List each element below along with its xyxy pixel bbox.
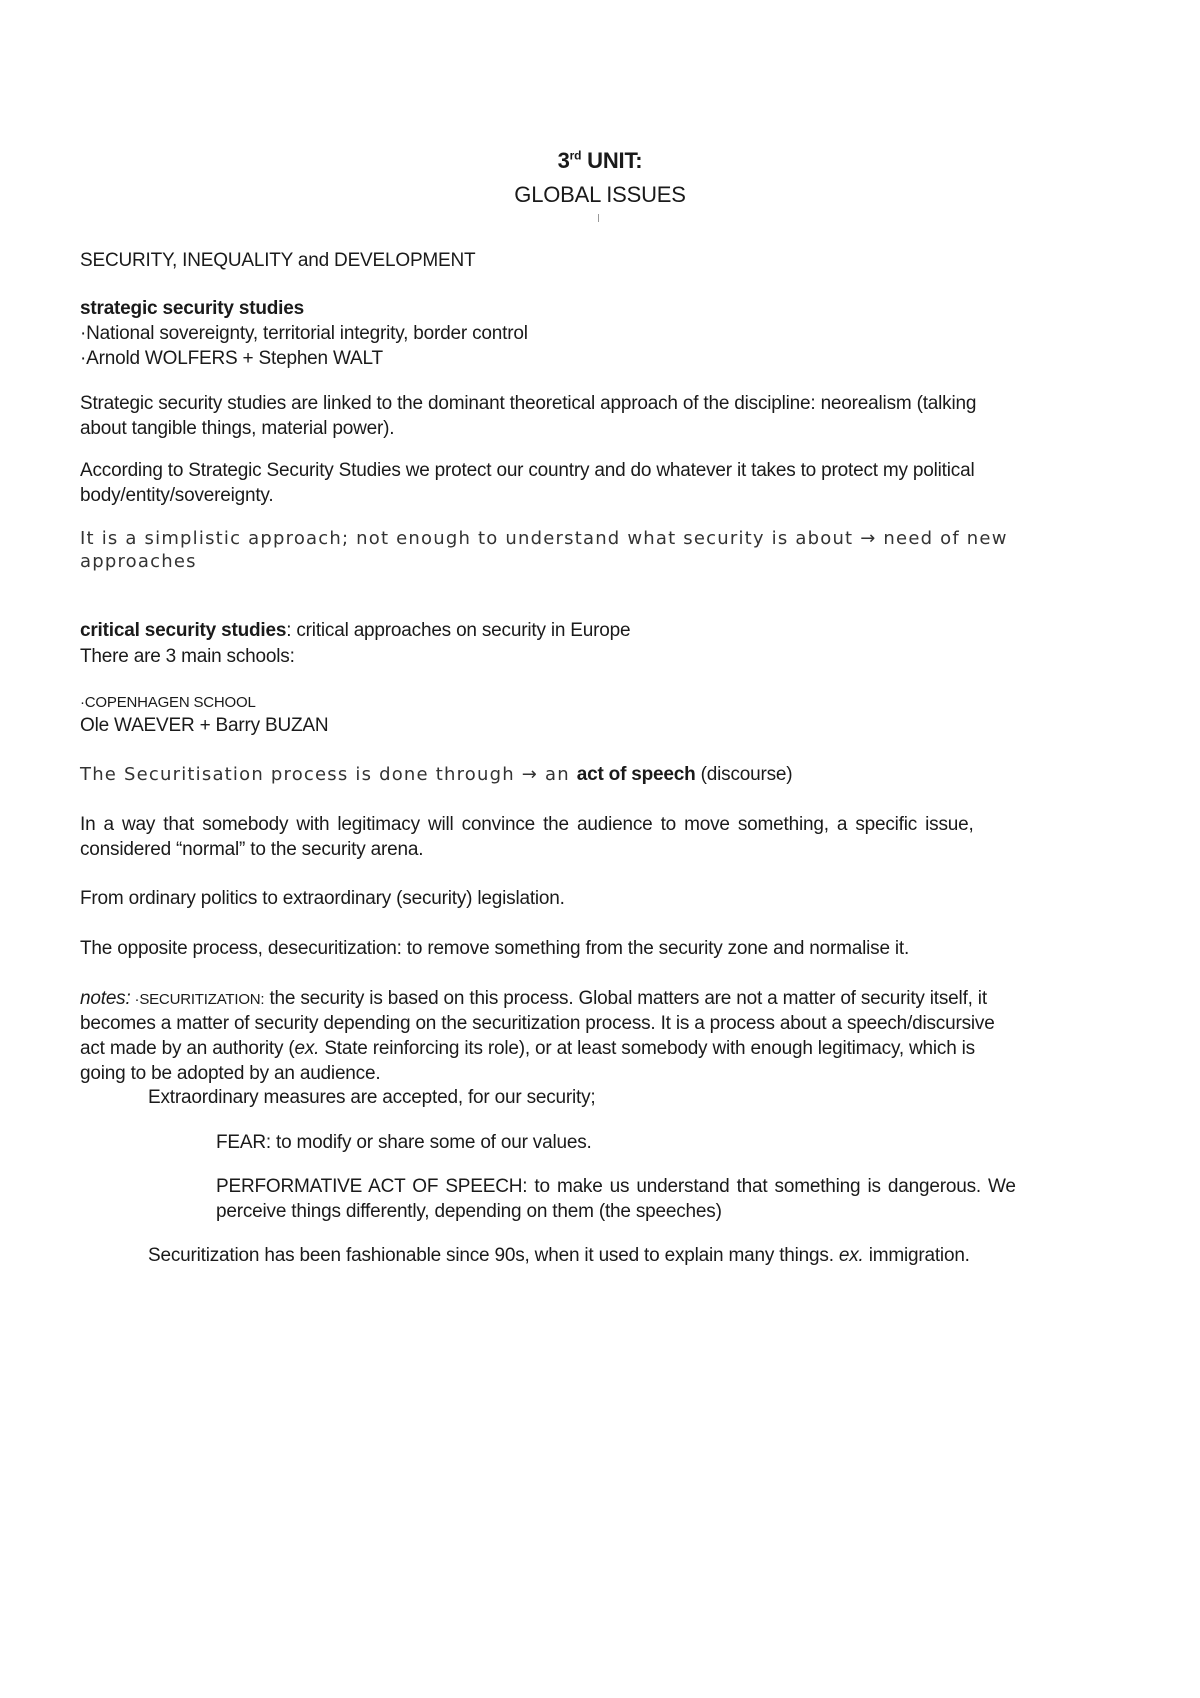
notes-line-4: going to be adopted by an audience. <box>80 1063 381 1084</box>
school-name: ·COPENHAGEN SCHOOL <box>80 694 256 711</box>
critical-heading: critical security studies <box>80 620 287 641</box>
fashion-pre: Securitization has been fashionable since 90s, when it used to explain many things. <box>148 1245 839 1266</box>
unit-label: UNIT: <box>581 148 643 173</box>
fashion-post: immigration. <box>863 1245 970 1266</box>
strategic-bullet-2: ·Arnold WOLFERS + Stephen WALT <box>80 348 383 369</box>
notes-line-3-ex: ex. <box>294 1038 320 1059</box>
para-ordinary: From ordinary politics to extraordinary (security) legislation. <box>80 888 565 909</box>
strategic-para-1-line-1: Strategic security studies are linked to the dominant theoretical approach of the discipline: neorealism (talking <box>80 393 977 414</box>
notes-line-5: Extraordinary measures are accepted, for our security; <box>148 1087 596 1108</box>
strategic-para-2-line-1: According to Strategic Security Studies we protect our country and do whatever it takes to protect my political <box>80 460 975 481</box>
unit-subtitle: GLOBAL ISSUES <box>514 182 686 207</box>
notes-securitization-tag: ·SECURITIZATION: <box>130 991 265 1008</box>
notes-label: notes: <box>80 988 131 1009</box>
notes-line-1-rest: the security is based on this process. Global matters are not a matter of security itself, it <box>264 988 987 1009</box>
notes-line-3-post: State reinforcing its role), or at least somebody with enough legitimacy, which is <box>319 1038 975 1059</box>
strategic-heading: strategic security studies <box>80 298 304 319</box>
strategic-bullet-1: ·National sovereignty, territorial integrity, border control <box>80 323 528 344</box>
notes-line-3-pre: act made by an authority ( <box>80 1038 295 1059</box>
strategic-para-3-line-2: approaches <box>80 551 197 572</box>
unit-title <box>0 146 1200 176</box>
notes-line-1 <box>80 986 987 1013</box>
performative-line-2: perceive things differently, depending on them (the speeches) <box>216 1201 722 1222</box>
fashion-ex: ex. <box>838 1245 864 1266</box>
unit-number: 3 <box>557 148 570 173</box>
critical-heading-rest: : critical approaches on security in Europe <box>286 620 631 641</box>
para-opposite: The opposite process, desecuritization: to remove something from the security zone and normalise it. <box>80 938 910 959</box>
securitisation-post: (discourse) <box>695 764 793 785</box>
performative-line-1: PERFORMATIVE ACT OF SPEECH: to make us understand that something is dangerous. We <box>216 1176 1016 1197</box>
securitisation-bold: act of speech <box>576 764 696 785</box>
critical-heading-line <box>80 618 630 644</box>
strategic-para-3-line-1: It is a simplistic approach; not enough to understand what security is about → need of new <box>80 528 1008 549</box>
notes-line-2: becomes a matter of security depending on the securitization process. It is a process about a speech/discursive <box>80 1013 995 1034</box>
tick-mark <box>598 214 599 222</box>
fear-line: FEAR: to modify or share some of our values. <box>216 1132 592 1153</box>
para-way-line-2: considered “normal” to the security arena. <box>80 839 424 860</box>
notes-line-3 <box>80 1036 975 1062</box>
para-way-line-1: In a way that somebody with legitimacy will convince the audience to move something, a specific issue, <box>80 814 974 835</box>
section-title: SECURITY, INEQUALITY and DEVELOPMENT <box>80 250 476 271</box>
strategic-para-1-line-2: about tangible things, material power). <box>80 418 395 439</box>
schools-line: There are 3 main schools: <box>80 646 295 667</box>
unit-superscript: rd <box>569 148 582 163</box>
securitisation-line <box>80 762 792 788</box>
school-authors: Ole WAEVER + Barry BUZAN <box>80 715 329 736</box>
fashion-line <box>148 1243 970 1269</box>
securitisation-pre: The Securitisation process is done through → an <box>80 764 577 785</box>
strategic-para-2-line-2: body/entity/sovereignty. <box>80 485 274 506</box>
